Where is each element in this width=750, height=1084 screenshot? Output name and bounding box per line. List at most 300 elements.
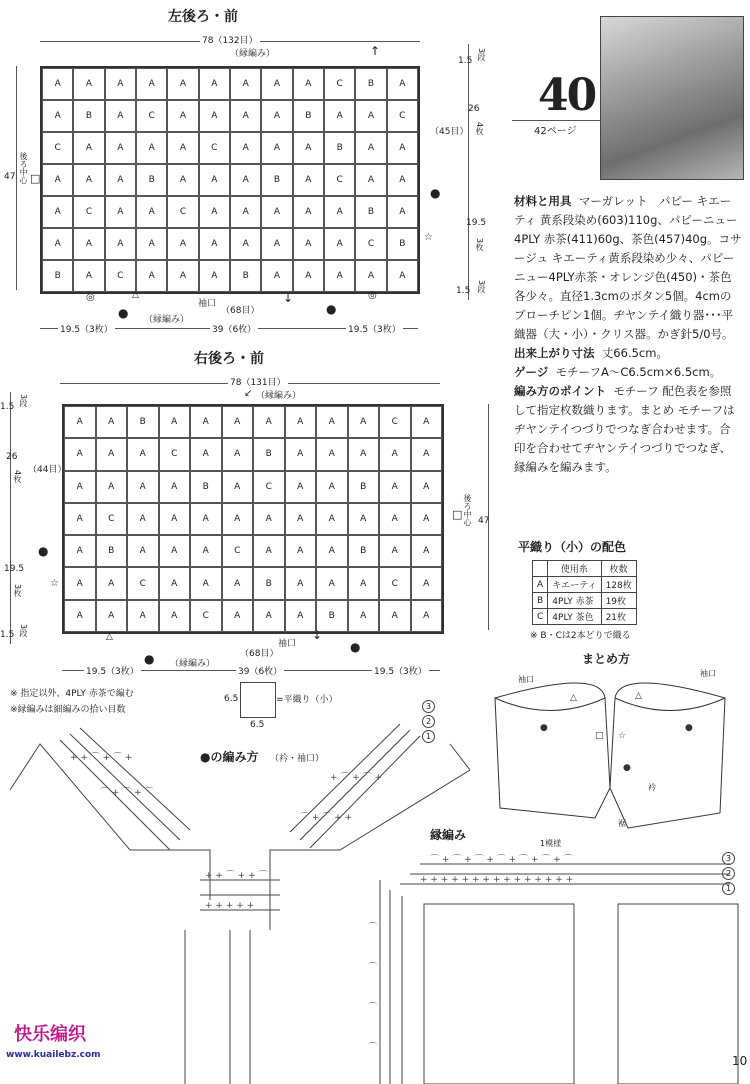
svg-text:●: ● [685, 723, 693, 733]
motif-cell: B [324, 132, 355, 164]
pattern-number-rule [512, 120, 600, 121]
motif-cell: A [253, 600, 285, 632]
motif-cell: A [167, 100, 198, 132]
right-width-label: 78（131目） [228, 375, 288, 388]
motif-cell: A [222, 567, 254, 599]
left-cuff-count: （68目） [221, 306, 260, 316]
left-dot-icon-bottom-2: ● [326, 302, 337, 316]
motif-cell: A [64, 567, 96, 599]
left-dim-rows-top: 3段 [477, 48, 486, 62]
motif-cell: B [42, 260, 73, 292]
motif-cell: A [222, 503, 254, 535]
motif-cell: A [324, 228, 355, 260]
svg-text:⌒: ⌒ [368, 1043, 378, 1053]
note-2: ※縁編みは細編みの拾い目数 [10, 705, 126, 715]
motif-cell: A [253, 406, 285, 438]
motif-cell: A [105, 100, 136, 132]
left-arrow-up-icon: ↑ [370, 44, 381, 58]
table-cell: C [533, 609, 548, 625]
row-marker-1: 1 [422, 730, 435, 743]
motif-cell: A [379, 471, 411, 503]
motif-cell: A [293, 132, 324, 164]
assembly-hem-label: 裾 [618, 819, 626, 828]
right-border-bottom: （縁編み） [170, 659, 216, 669]
svg-text:+ + + + +: + + + + + [205, 901, 255, 911]
motif-cell: B [355, 196, 386, 228]
motif-cell: C [127, 567, 159, 599]
motif-cell: C [136, 100, 167, 132]
right-arrow-icon: ↙ [244, 388, 253, 399]
motif-cell: A [285, 471, 317, 503]
motif-cell: A [64, 406, 96, 438]
motif-cell: A [190, 406, 222, 438]
motif-cell: C [379, 406, 411, 438]
row-marker-3: 3 [422, 700, 435, 713]
motif-cell: A [96, 438, 128, 470]
motif-cell: A [285, 600, 317, 632]
table-cell: 19枚 [601, 593, 636, 609]
right-cuff-label: 袖口 [278, 639, 297, 649]
left-dim-1-5-bottom: 1.5 [456, 286, 471, 296]
materials-block [514, 192, 742, 477]
motif-cell: A [324, 196, 355, 228]
svg-text:⌒: ⌒ [368, 1003, 378, 1013]
motif-cell: A [316, 438, 348, 470]
svg-text:⌒ + ⌒ + ⌒: ⌒ + ⌒ + ⌒ [100, 788, 154, 798]
motif-cell: A [136, 196, 167, 228]
motif-cell: A [105, 164, 136, 196]
motif-cell: A [324, 100, 355, 132]
left-motif-grid [40, 66, 420, 294]
motif-cell: A [64, 438, 96, 470]
table-row [533, 609, 637, 625]
motif-cell: A [199, 228, 230, 260]
motif-cell: A [127, 600, 159, 632]
svg-text:⌒ + ⌒ + ⌒ + ⌒ + ⌒ + ⌒ + ⌒: ⌒ + ⌒ + ⌒ + ⌒ + ⌒ + ⌒ + ⌒ [430, 855, 573, 865]
left-bottom-dim-2: 39（6枚） [210, 322, 258, 335]
motif-cell: B [253, 567, 285, 599]
motif-cell: A [190, 567, 222, 599]
motif-cell: A [222, 406, 254, 438]
motif-cell: A [127, 471, 159, 503]
table-row [533, 593, 637, 609]
motif-cell: A [167, 260, 198, 292]
left-width-label: 78（132目） [200, 33, 260, 46]
right-leftdim-line [10, 392, 11, 644]
size-heading: 出来上がり寸法 [514, 346, 595, 360]
motif-cell: A [379, 535, 411, 567]
motif-cell: A [64, 471, 96, 503]
svg-text:△: △ [570, 693, 577, 703]
motif-cell: A [411, 471, 443, 503]
right-dot-icon-bottom: ● [144, 652, 155, 666]
motif-cell: A [167, 68, 198, 100]
motif-cell: A [324, 260, 355, 292]
svg-text:+ + + + + + + + + + + + + + +: + + + + + + + + + + + + + + + [420, 875, 574, 885]
left-star-icon: ☆ [424, 232, 433, 243]
motif-cell: A [348, 600, 380, 632]
motif-cell: B [316, 600, 348, 632]
color-table-title: 平織り（小）の配色 [518, 540, 627, 554]
motif-cell: A [190, 438, 222, 470]
motif-cell: A [190, 535, 222, 567]
svg-text:●: ● [623, 763, 631, 773]
motif-cell: A [199, 196, 230, 228]
motif-cell: A [105, 196, 136, 228]
assembly-cuff-right: 袖口 [700, 669, 716, 678]
motif-cell: A [199, 164, 230, 196]
motif-cell: A [411, 406, 443, 438]
table-cell: A [533, 577, 548, 593]
motif-cell: A [411, 567, 443, 599]
motif-cell: A [136, 228, 167, 260]
row-marker-3: 3 [722, 852, 735, 865]
motif-cell: C [159, 438, 191, 470]
motif-cell: A [293, 68, 324, 100]
motif-cell: A [293, 196, 324, 228]
motif-cell: A [348, 406, 380, 438]
svg-text:△: △ [635, 691, 642, 701]
right-motif-grid [62, 404, 444, 634]
left-dim-3pcs: 3枚 [475, 238, 484, 252]
motif-cell: A [159, 503, 191, 535]
motif-cell: A [285, 438, 317, 470]
border-repeat-label: 1模様 [540, 839, 562, 848]
model-photo [600, 16, 744, 180]
left-center-square-icon: □ [30, 172, 41, 185]
motif-cell: A [411, 535, 443, 567]
motif-cell: C [42, 132, 73, 164]
motif-cell: A [285, 535, 317, 567]
left-bottom-dim-3: 19.5（3枚） [346, 322, 403, 335]
motif-cell: A [42, 196, 73, 228]
motif-cell: A [190, 503, 222, 535]
color-table-header-count: 枚数 [601, 561, 636, 577]
collar-pattern-subtitle: （衿・袖口） [270, 754, 325, 764]
motif-cell: C [324, 68, 355, 100]
motif-cell: A [355, 100, 386, 132]
right-center-label: 後ろ中心 [463, 494, 472, 526]
motif-cell: B [73, 100, 104, 132]
motif-cell: B [136, 164, 167, 196]
left-triangle-icon: △ [132, 290, 139, 300]
site-url[interactable]: www.kuailebz.com [6, 1050, 101, 1060]
assembly-collar-label: 衿 [648, 783, 656, 792]
right-bottom-dim-2: 39（6枚） [236, 664, 284, 677]
right-dim-4pcs: 4枚 [13, 470, 22, 484]
collar-pattern-title: ●の編み方 [200, 750, 259, 764]
left-dot-icon-bottom: ● [118, 306, 129, 320]
left-rightdim-line [468, 44, 469, 300]
motif-cell: A [199, 68, 230, 100]
left-circle-icon: ◎ [86, 292, 95, 303]
motif-cell: A [261, 228, 292, 260]
right-arrow-down-icon: ↓ [312, 628, 323, 642]
points-text: モチーフ 配色表を参照して指定枚数織ります。まとめ モチーフはヂヤンテイつづりでつなぎ合わせます。合印を合わせてヂヤンテイつづりでつなぎ、縁編みを編みます。 [514, 384, 735, 474]
motif-cell: B [387, 228, 418, 260]
border-stitch-diagram [360, 840, 740, 1084]
left-cuff-label: 袖口 [198, 299, 217, 309]
motif-cell: A [64, 503, 96, 535]
size-text: 丈66.5cm。 [601, 346, 668, 360]
motif-cell: A [261, 132, 292, 164]
gauge-heading: ゲージ [514, 365, 549, 379]
left-height-line [16, 66, 17, 290]
right-bottom-dim-3: 19.5（3枚） [372, 664, 429, 677]
motif-cell: A [96, 567, 128, 599]
motif-cell: C [190, 600, 222, 632]
motif-cell: A [105, 68, 136, 100]
motif-cell: A [355, 132, 386, 164]
motif-cell: A [379, 600, 411, 632]
motif-cell: A [379, 503, 411, 535]
note-1: ※ 指定以外、4PLY 赤茶で編む [10, 689, 134, 699]
motif-cell: A [159, 406, 191, 438]
motif-cell: A [222, 471, 254, 503]
motif-cell: A [127, 535, 159, 567]
motif-cell: A [355, 260, 386, 292]
motif-cell: C [253, 471, 285, 503]
motif-cell: A [348, 503, 380, 535]
motif-cell: A [253, 535, 285, 567]
motif-cell: A [127, 503, 159, 535]
motif-cell: A [355, 164, 386, 196]
motif-cell: A [64, 535, 96, 567]
motif-cell: A [316, 567, 348, 599]
motif-cell: A [387, 132, 418, 164]
motif-cell: A [96, 600, 128, 632]
motif-cell: C [387, 100, 418, 132]
left-center-label: 後ろ中心 [19, 152, 28, 184]
motif-cell: A [293, 260, 324, 292]
motif-cell: A [42, 100, 73, 132]
left-border-label: （縁編み） [230, 49, 276, 59]
motif-cell: A [42, 164, 73, 196]
motif-cell: A [167, 228, 198, 260]
left-dim-19-5: 19.5 [466, 218, 487, 228]
left-dim-1-5-top: 1.5 [458, 56, 473, 66]
motif-cell: C [222, 535, 254, 567]
table-cell: キエーティ [548, 577, 601, 593]
motif-cell: A [105, 228, 136, 260]
svg-text:+ + ⌒ + ⌒ +: + + ⌒ + ⌒ + [70, 753, 133, 763]
motif-cell: C [73, 196, 104, 228]
motif-cell: A [230, 100, 261, 132]
right-center-square-icon: □ [452, 508, 463, 521]
motif-cell: A [199, 260, 230, 292]
motif-cell: A [261, 100, 292, 132]
motif-cell: A [285, 406, 317, 438]
table-row [533, 577, 637, 593]
right-dim-1-5-top: 1.5 [0, 402, 15, 412]
motif-size-bottom: 6.5 [250, 720, 265, 730]
svg-text:●: ● [540, 723, 548, 733]
motif-cell: A [387, 164, 418, 196]
motif-cell: B [348, 535, 380, 567]
row-marker-1: 1 [722, 882, 735, 895]
left-dim-rows-bottom: 3段 [477, 280, 486, 294]
motif-cell: A [348, 567, 380, 599]
motif-cell: A [316, 406, 348, 438]
motif-cell: A [348, 438, 380, 470]
motif-cell: A [230, 228, 261, 260]
motif-cell: A [159, 471, 191, 503]
motif-cell: A [230, 164, 261, 196]
motif-cell: A [199, 100, 230, 132]
page-number: 10 [732, 1054, 748, 1068]
row-marker-2: 2 [722, 867, 735, 880]
site-logo: 快乐编织 [14, 1024, 86, 1045]
pattern-number: 40 [538, 70, 596, 121]
motif-cell: A [136, 260, 167, 292]
motif-cell: C [355, 228, 386, 260]
motif-cell: A [167, 132, 198, 164]
right-triangle-icon: △ [106, 632, 113, 642]
color-table-note: ※ B・Cは2本どりで織る [530, 631, 631, 641]
motif-cell: C [199, 132, 230, 164]
right-dim-3pcs: 3枚 [13, 584, 22, 598]
motif-cell: A [285, 567, 317, 599]
left-chart-title: 左後ろ・前 [168, 9, 238, 25]
right-dim-1-5-bottom: 1.5 [0, 630, 15, 640]
motif-cell: C [167, 196, 198, 228]
motif-cell: A [387, 260, 418, 292]
color-table-header-yarn: 使用糸 [548, 561, 601, 577]
svg-text:+ + ⌒ + + ⌒: + + ⌒ + + ⌒ [205, 871, 268, 881]
motif-cell: A [285, 503, 317, 535]
assembly-diagram [480, 668, 742, 838]
right-dim-rows-top: 3段 [19, 394, 28, 408]
right-star-icon: ☆ [50, 578, 59, 589]
motif-cell: A [316, 535, 348, 567]
motif-cell: B [253, 438, 285, 470]
motif-cell: A [105, 132, 136, 164]
motif-cell: C [96, 503, 128, 535]
motif-cell: A [159, 600, 191, 632]
motif-cell: A [73, 228, 104, 260]
motif-cell: A [159, 567, 191, 599]
motif-cell: B [127, 406, 159, 438]
motif-cell: C [105, 260, 136, 292]
materials-heading: 材料と用具 [514, 194, 572, 208]
motif-cell: A [253, 503, 285, 535]
motif-cell: A [411, 503, 443, 535]
color-table [532, 560, 637, 625]
right-chart-title: 右後ろ・前 [194, 351, 264, 367]
motif-cell: A [167, 164, 198, 196]
motif-cell: A [261, 260, 292, 292]
motif-cell: B [355, 68, 386, 100]
motif-label: =平織り（小） [276, 695, 338, 705]
right-side-label: （44目） [28, 465, 67, 475]
motif-cell: A [379, 438, 411, 470]
motif-cell: A [73, 68, 104, 100]
left-side-label: （45目） [430, 127, 469, 137]
motif-cell: A [230, 132, 261, 164]
row-markers-collar [422, 700, 435, 743]
motif-cell: A [73, 132, 104, 164]
points-heading: 編み方のポイント [514, 384, 606, 398]
motif-cell: C [379, 567, 411, 599]
row-marker-2: 2 [422, 715, 435, 728]
right-marker-dot-icon: ● [38, 544, 49, 558]
table-cell: 21枚 [601, 609, 636, 625]
right-dim-rows-bottom: 3段 [19, 624, 28, 638]
assembly-cuff-left: 袖口 [518, 675, 534, 684]
motif-cell: A [136, 68, 167, 100]
motif-cell: A [387, 196, 418, 228]
right-dot-icon-bottom-2: ● [350, 640, 361, 654]
motif-cell: A [222, 438, 254, 470]
right-bottom-dim-1: 19.5（3枚） [84, 664, 141, 677]
svg-text:⌒ + ⌒ + +: ⌒ + ⌒ + + [300, 813, 353, 823]
motif-cell: B [261, 164, 292, 196]
svg-text:□: □ [595, 731, 604, 741]
motif-cell: B [96, 535, 128, 567]
motif-cell: C [324, 164, 355, 196]
motif-cell: A [96, 471, 128, 503]
motif-cell: A [293, 164, 324, 196]
motif-cell: A [411, 600, 443, 632]
motif-cell: B [348, 471, 380, 503]
left-marker-dot-icon: ● [430, 186, 441, 200]
motif-cell: A [293, 228, 324, 260]
motif-cell: B [190, 471, 222, 503]
motif-cell: A [159, 535, 191, 567]
svg-text:⌒: ⌒ [368, 963, 378, 973]
table-cell: 4PLY 茶色 [548, 609, 601, 625]
motif-cell: A [42, 68, 73, 100]
table-cell: B [533, 593, 548, 609]
left-dim-4pcs: 4枚 [475, 122, 484, 136]
motif-cell: A [387, 68, 418, 100]
motif-cell: A [411, 438, 443, 470]
right-height-label: 47 [478, 516, 490, 526]
motif-cell: A [222, 600, 254, 632]
right-dim-26: 26 [6, 452, 18, 462]
left-height-label: 47 [4, 172, 16, 182]
left-dim-26: 26 [468, 104, 480, 114]
motif-cell: A [73, 164, 104, 196]
motif-cell: A [230, 196, 261, 228]
table-cell: 4PLY 赤茶 [548, 593, 601, 609]
motif-cell: A [136, 132, 167, 164]
svg-text:☆: ☆ [618, 731, 627, 741]
row-markers [722, 852, 735, 895]
motif-cell: A [316, 503, 348, 535]
motif-cell: A [96, 406, 128, 438]
right-border-label: （縁編み） [256, 391, 302, 401]
border-pattern-title: 縁編み [430, 828, 467, 842]
table-cell: 128枚 [601, 577, 636, 593]
page-reference: 42ページ [534, 126, 577, 137]
motif-cell: A [261, 196, 292, 228]
gauge-text: モチーフA～C6.5cm×6.5cm。 [555, 365, 722, 379]
svg-text:+ ⌒ + ⌒ +: + ⌒ + ⌒ + [330, 773, 383, 783]
left-border-bottom: （縁編み） [144, 315, 190, 325]
left-circle-icon-2: ◎ [368, 290, 377, 301]
motif-cell: A [316, 471, 348, 503]
motif-cell: A [127, 438, 159, 470]
motif-cell: A [261, 68, 292, 100]
right-cuff-count: （68目） [240, 649, 279, 659]
motif-cell: A [64, 600, 96, 632]
motif-cell: A [42, 228, 73, 260]
motif-cell: A [73, 260, 104, 292]
left-bottom-dim-1: 19.5（3枚） [58, 322, 115, 335]
motif-size-side: 6.5 [224, 694, 239, 704]
motif-cell: B [230, 260, 261, 292]
